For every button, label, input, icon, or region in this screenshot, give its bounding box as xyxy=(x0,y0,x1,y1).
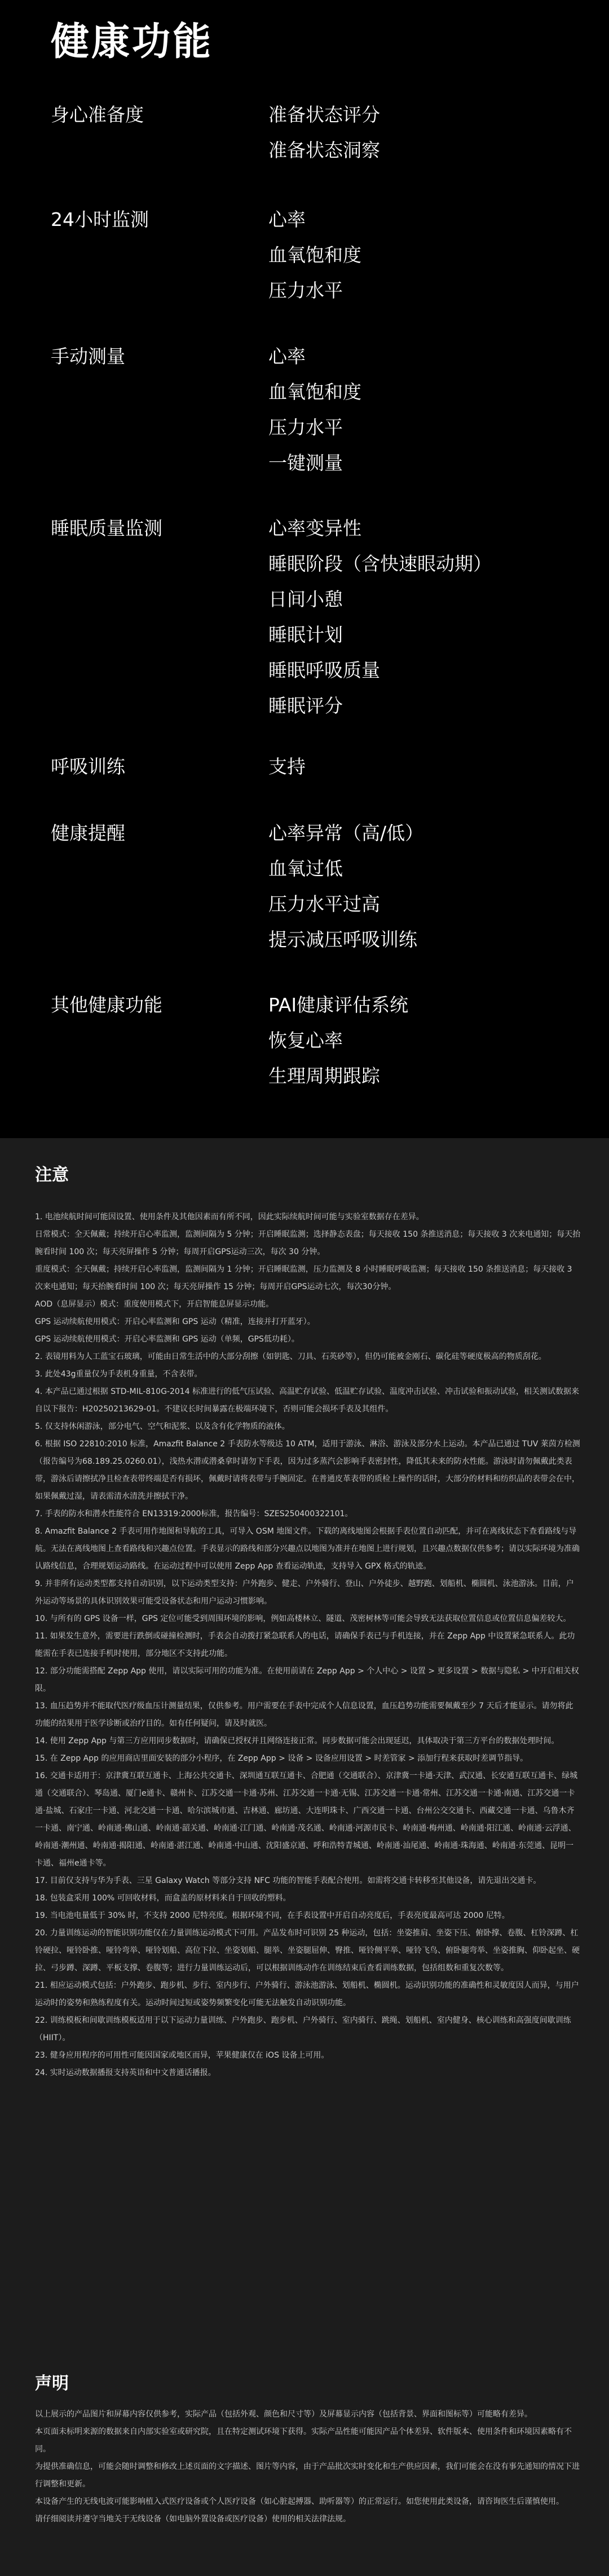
note-item: 23. 健身应用程序的可用性可能因国家或地区而异，苹果健康仅在 iOS 设备上可用。 xyxy=(35,2051,329,2060)
note-item: 6. 根据 ISO 22810:2010 标准，Amazfit Balance 2 手表防水等级达 10 ATM，适用于游泳、淋浴、游泳及部分水上运动。本产品已通过 TUV 莱茵方检测（报告编号为68.189.25.0260.01），浅热水潜或潜桑拿时请勿下手表，因为过多蒸汽会影响手表密封性，降低其未来的防水性能。游泳时请勿佩戴此类表带，游泳后请擦拭净且检查表带终端是否有损坏，佩戴时请将表带与手腕固定。在普通皮革表带的质检上操作的话时，大部分的材料和纺织品的表带会在中，如果佩戴过湿，请表需清水清洗并擦拭干净。 xyxy=(35,1440,580,1501)
note-item: AOD（息屏显示）模式：重度使用模式下，开启智能息屏显示功能。 xyxy=(35,1300,274,1309)
note-item: 2. 表镜用料为人工蓝宝石玻璃，可能由日常生活中的大部分刮擦（如钥匙、刀具、石英砂等），但仍可能被金刚石、碳化硅等硬度极高的物质刮花。 xyxy=(35,1352,546,1361)
note-item: 12. 部分功能需搭配 Zepp App 使用，请以实际可用的功能为准。在使用前请在 Zepp App > 个人中心 > 设置 > 更多设置 > 数据与隐私 > 中开启相关权限。 xyxy=(35,1667,579,1693)
note-item: 17. 目前仅支持与华为手表、三星 Galaxy Watch 等部分支持 NFC 功能的智能手表配合使用。如需将交通卡转移至其他设备，请先退出交通卡。 xyxy=(35,1876,541,1885)
feature-value: 心率异常（高/低） xyxy=(268,822,424,844)
feature-key: 健康提醒 xyxy=(51,822,125,844)
feature-value: 血氧过低 xyxy=(268,858,343,880)
feature-value: 一键测量 xyxy=(268,452,343,474)
feature-value: 压力水平 xyxy=(268,279,343,301)
feature-key: 手动测量 xyxy=(51,345,125,367)
note-item: 3. 此处43g重量仅为手表机身重量，不含表带。 xyxy=(35,1370,202,1379)
note-item: 10. 与所有的 GPS 设备一样，GPS 定位可能受到周围环境的影响，例如高楼林立、隧道、茂密树林等可能会导致无法获取位置信息或位置信息偏差较大。 xyxy=(35,1614,571,1623)
feature-value: 睡眠呼吸质量 xyxy=(268,659,380,681)
feature-values xyxy=(268,202,361,308)
feature-value: 日间小憩 xyxy=(268,588,343,610)
feature-value: 睡眠评分 xyxy=(268,695,343,717)
note-item: 15. 在 Zepp App 的应用商店里面安装的部分小程序，在 Zepp App > 设备 > 设备应用设置 > 时差管家 > 添加行程来获取时差调节指导。 xyxy=(35,1754,528,1763)
note-item: 11. 如果发生意外，需要进行跌倒或碰撞检测时，手表会自动拨打紧急联系人的电话，请确保手表已与手机连接，并在 Zepp App 中设置紧急联系人。此功能需在手表已连接手机时使用，部分地区不支持此功能。 xyxy=(35,1632,575,1658)
declaration-item: 本页面未标明来源的数据来自内部实验室或研究院，且在特定测试环境下获得。实际产品性能可能因产品个体差异、软件版本、使用条件和环境因素略有不同。 xyxy=(35,2427,572,2454)
note-item: 19. 当电池电量低于 30% 时，不支持 2000 尼特亮度。根据环境不同，在手表设置中开启自动亮度后，手表亮度最高可达 2000 尼特。 xyxy=(35,1911,510,1920)
feature-value: 准备状态评分 xyxy=(268,104,380,126)
notes-heading: 注意 xyxy=(35,1165,69,1185)
note-item: 24. 实时运动数据播报支持英语和中文普通话播报。 xyxy=(35,2068,216,2077)
health-features-section xyxy=(0,0,609,1138)
note-item: 13. 血压趋势并不能取代医疗级血压计测量结果，仅供参考。用户需要在手表中完成个人信息设置，血压趋势功能需要佩戴至少 7 天后才能显示。请勿将此功能的结果用于医学诊断或治疗目的。如有任何疑问，请及时就医。 xyxy=(35,1702,573,1728)
note-item: 1. 电池续航时间可能因设置、使用条件及其他因素而有所不同，因此实际续航时间可能与实验室数据存在差异。 xyxy=(35,1213,424,1222)
note-item: 5. 仅支持休闲游泳，部分电气、空气和泥浆、以及含有化学物质的液体。 xyxy=(35,1422,290,1431)
feature-value: 心率 xyxy=(268,345,306,367)
note-item: 16. 交通卡适用于：京津冀互联互通卡、上海公共交通卡、深圳通互联互通卡、合肥通（交通联合）、京津冀一卡通·天津、武汉通、长安通互联互通卡、绿城通（交通联合）、琴岛通、厦门e通卡、赣州卡、江苏交通一卡通·苏州、江苏交通一卡通·无锡、江苏交通一卡通·常州、江苏交通一卡通·南通、江苏交通一卡通·盐城、石家庄一卡通、河北交通一卡通、哈尔滨城市通、吉林通、廊坊通、大连明珠卡、广西交通一卡通、台州公交交通卡、西藏交通一卡通、乌鲁木齐一卡通、南宁通、岭南通·佛山通、岭南通·韶关通、岭南通·江门通、岭南通·茂名通、岭南通·河源市民卡、岭南通·梅州通、岭南通·阳江通、岭南通·云浮通、岭南通·潮州通、岭南通·揭阳通、岭南通·湛江通、岭南通·中山通、沈阳盛京通、呼和浩特青城通、岭南通·汕尾通、岭南通·珠海通、岭南通·东莞通、昆明一卡通、福州e通卡等。 xyxy=(35,1771,578,1868)
feature-value: 睡眠计划 xyxy=(268,624,343,646)
note-item: 重度模式：全天佩戴；持续开启心率监测，监测间隔为 1 分钟；开启睡眠监测，压力监测及 8 小时睡眠呼吸监测；每天接收 150 条推送消息；每天接收 3 次来电通知；每天抬腕看时间 100 次；每天亮屏操作 15 分钟；每周开启GPS运动七次，每次30分钟。 xyxy=(35,1265,572,1291)
feature-value: 生理周期跟踪 xyxy=(268,1065,380,1087)
note-item: GPS 运动续航使用模式：开启心率监测和 GPS 运动（精准，连接并打开蓝牙）。 xyxy=(35,1317,315,1326)
declaration-item: 以上展示的产品图片和屏幕内容仅供参考，实际产品（包括外观、颜色和尺寸等）及屏幕显示内容（包括背景、界面和图标等）可能略有差异。 xyxy=(35,2410,532,2419)
feature-value: 心率 xyxy=(268,208,306,230)
feature-value: 心率变异性 xyxy=(268,517,361,539)
declaration-heading: 声明 xyxy=(35,2374,69,2393)
feature-key: 睡眠质量监测 xyxy=(51,517,162,539)
declaration-item: 本设备产生的无线电波可能影响植入式医疗设备或个人医疗设备（如心脏起搏器、助听器等）的正常运行。如您使用此类设备，请咨询医生后谨慎使用。 xyxy=(35,2497,564,2506)
feature-value: 血氧饱和度 xyxy=(268,244,361,266)
feature-values xyxy=(268,815,423,957)
declaration-item: 为提供准确信息，可能会随时调整和修改上述页面的文字描述、图片等内容，由于产品批次实时变化和生产供应因素，我们可能会在没有事先通知的情况下进行调整和更新。 xyxy=(35,2462,580,2489)
page-title: 健康功能 xyxy=(51,20,214,64)
note-item: 9. 并非所有运动类型都支持自动识别，以下运动类型支持：户外跑步、健走、户外骑行、登山、户外徒步、越野跑、划船机、椭圆机、泳池游泳。目前，户外运动等场景的具体识别效果可能受设备状态和用户运动习惯影响。 xyxy=(35,1579,574,1606)
feature-values xyxy=(268,339,361,481)
feature-values xyxy=(268,749,306,784)
note-item: 21. 相应运动模式包括：户外跑步、跑步机、步行、室内步行、户外骑行、游泳池游泳、划船机、椭圆机。运动识别功能的准确性和灵敏度因人而异，与用户运动时的姿势和熟练程度有关。运动时间过短或姿势频繁变化可能无法触发自动识别功能。 xyxy=(35,1981,579,2007)
note-item: 4. 本产品已通过根据 STD-MIL-810G-2014 标准进行的低气压试验、高温贮存试验、低温贮存试验、温度冲击试验、冲击试验和振动试验，相关测试数据来自以下报告：H20250213629-01。不建议长时间暴露在极端环境下，否则可能会损坏手表及其组件。 xyxy=(35,1387,580,1414)
feature-value: 恢复心率 xyxy=(268,1029,343,1051)
note-item: 14. 使用 Zepp App 与第三方应用同步数据时，请确保已授权并且网络连接正常。同步数据可能会出现延迟，具体取决于第三方平台的数据处理时间。 xyxy=(35,1736,559,1746)
feature-values xyxy=(268,987,408,1094)
feature-key: 呼吸训练 xyxy=(51,756,125,778)
note-item: 18. 包装盒采用 100% 可回收材料，而盒盖的原材料来自于回收的塑料。 xyxy=(35,1894,291,1903)
feature-value: 血氧饱和度 xyxy=(268,381,361,403)
feature-value: 准备状态洞察 xyxy=(268,139,380,161)
feature-value: 压力水平 xyxy=(268,416,343,438)
feature-key: 身心准备度 xyxy=(51,104,144,126)
note-item: 20. 力量训练运动的智能识别功能仅在力量训练运动模式下可用。产品发布时可识别 25 种运动，包括：坐姿推肩、坐姿下压、俯卧撑、卷腹、杠铃深蹲、杠铃硬拉、哑铃卧推、哑铃弯举、哑铃划船、高位下拉、坐姿划船、腿举、坐姿腿屈伸、臀推、哑铃侧平举、哑铃飞鸟、俯卧腿弯举、坐姿推胸、仰卧起坐、硬拉、弓步蹲、深蹲、平板支撑、卷腹等；进行力量训练运动后，可以根据训练动作在训练结束后查看训练数据，包括组数和重复次数等。 xyxy=(35,1929,580,1973)
feature-values xyxy=(268,510,492,723)
feature-values xyxy=(268,97,380,168)
notes-list xyxy=(35,1209,581,2082)
feature-value: 睡眠阶段（含快速眼动期） xyxy=(268,553,492,575)
note-item: 日常模式：全天佩戴；持续开启心率监测，监测间隔为 5 分钟；开启睡眠监测；选择静态表盘；每天接收 150 条推送消息；每天接收 3 次来电通知；每天抬腕看时间 100 次；每天亮屏操作 5 分钟；每周开启GPS运动三次，每次 30 分钟。 xyxy=(35,1230,581,1256)
feature-key: 其他健康功能 xyxy=(51,994,162,1016)
feature-value: 支持 xyxy=(268,756,306,778)
declaration-item: 请仔细阅读并遵守当地关于无线设备（如电脑外置设备或医疗设备）使用的相关法律法规。 xyxy=(35,2515,351,2524)
declaration-list xyxy=(35,2406,581,2528)
feature-value: 提示减压呼吸训练 xyxy=(268,929,417,951)
feature-value: 压力水平过高 xyxy=(268,893,380,915)
feature-value: PAI健康评估系统 xyxy=(268,994,409,1016)
note-item: 8. Amazfit Balance 2 手表可用作地图和导航的工具，可导入 OSM 地图文件。下载的离线地图会根据手表位置自动匹配，并可在离线状态下查看路线与导航。无法在离线地图上查看路线和兴趣点位置。手表显示的路线和部分兴趣点以地图为准并在地图上进行规划，且兴趣点数据仅供参考；请以实际环境为准确认路线信息，合理规划运动路线。在运动过程中可以使用 Zepp App 查看运动轨迹，支持导入 GPX 格式的轨迹。 xyxy=(35,1527,580,1571)
note-item: GPS 运动续航使用模式：开启心率监测和 GPS 运动（单频，GPS低功耗）。 xyxy=(35,1335,299,1344)
note-item: 22. 训练模板和间歇训练模板适用于以下运动力量训练、户外跑步、跑步机、户外骑行、室内骑行、跳绳、划船机、室内健身、核心训练和高强度间歇训练（HIIT）。 xyxy=(35,2016,571,2042)
note-item: 7. 手表的防水和潜水性能符合 EN13319:2000标准，报告编号：SZES250400322101。 xyxy=(35,1509,353,1518)
feature-key: 24小时监测 xyxy=(51,208,149,230)
